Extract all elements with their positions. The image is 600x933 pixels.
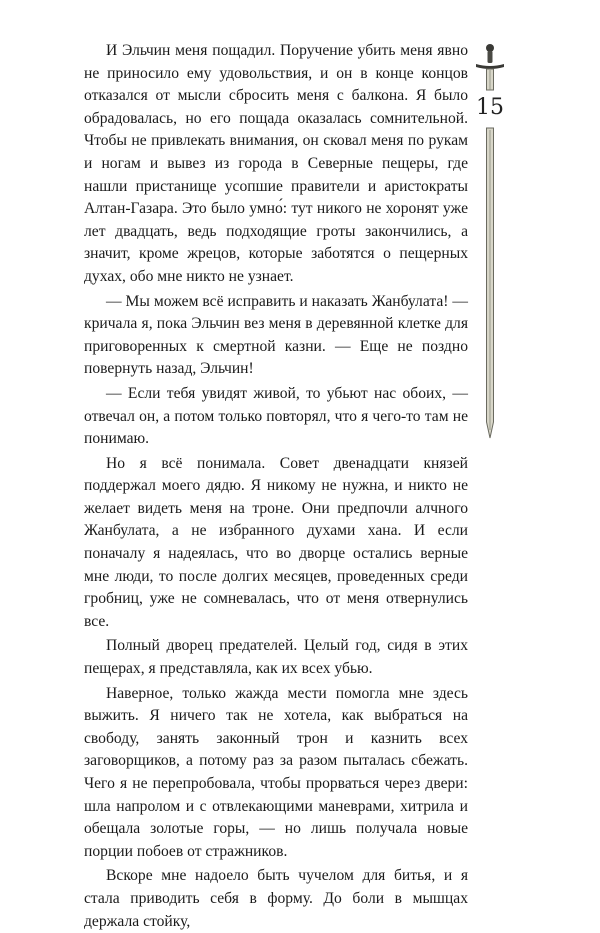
paragraph-5: Полный дворец предателей. Целый год, сидя в этих пещерах, я представляла, как их всех убью.: [84, 637, 468, 678]
paragraph-4: Но я всё понимала. Совет двенадцати князей поддержал моего дядю. Я никому не нужна, и никто не желает видеть меня на троне. Они предпочли алчного Жанбулата, а не избранного духами хана. И если поначалу я надеялась, что во дворце остались верные мне люди, то после долгих месяцев, проведенных среди гробниц, уже не сомневалась, что от меня отвернулись все.: [84, 454, 468, 630]
body-text: [84, 40, 468, 933]
page-number: 15: [470, 94, 510, 122]
paragraph-6: Наверное, только жажда мести помогла мне здесь выжить. Я ничего так не хотела, как выбраться на свободу, занять законный трон и казнить всех заговорщиков, а потому раз за разом пыталась сбежать. Чего я не перепробовала, чтобы прорваться через двери: шла напролом и с отвлекающими маневрами, хитрила и обещала золотые горы, — но лишь получала новые порции побоев от стражников.: [84, 684, 468, 860]
paragraph-3: — Если тебя увидят живой, то убьют нас обоих, — отвечал он, а потом только повторял, что я чего-то там не понимаю.: [84, 384, 468, 448]
paragraph-1: И Эльчин меня пощадил. Поручение убить меня явно не приносило ему удовольствия, и он в конце концов отказался от мысли сбросить меня с балкона. Я было обрадовалась, но его пощада оказалась сомнительной. Чтобы не привлекать внимания, он сковал меня по рукам и ногам и вывез из города в Северные пещеры, где нашли пристанище усопшие правители и аристократы Алтан-Газара. Это было умно́: тут никого не хоронят уже лет двадцать, ведь подходящие гроты закончились, а значит, кроме жрецов, которые заботятся о пещерных духах, обо мне никто не узнает.: [84, 42, 468, 285]
paragraph-2: — Мы можем всё исправить и наказать Жанбулата! — кричала я, пока Эльчин вез меня в деревянной клетке для приговоренных к смертной казни. — Еще не поздно повернуть назад, Эльчин!: [84, 292, 468, 378]
paragraph-7: Вскоре мне надоело быть чучелом для битья, и я стала приводить себя в форму. До боли в мышцах держала стойку,: [84, 867, 468, 930]
